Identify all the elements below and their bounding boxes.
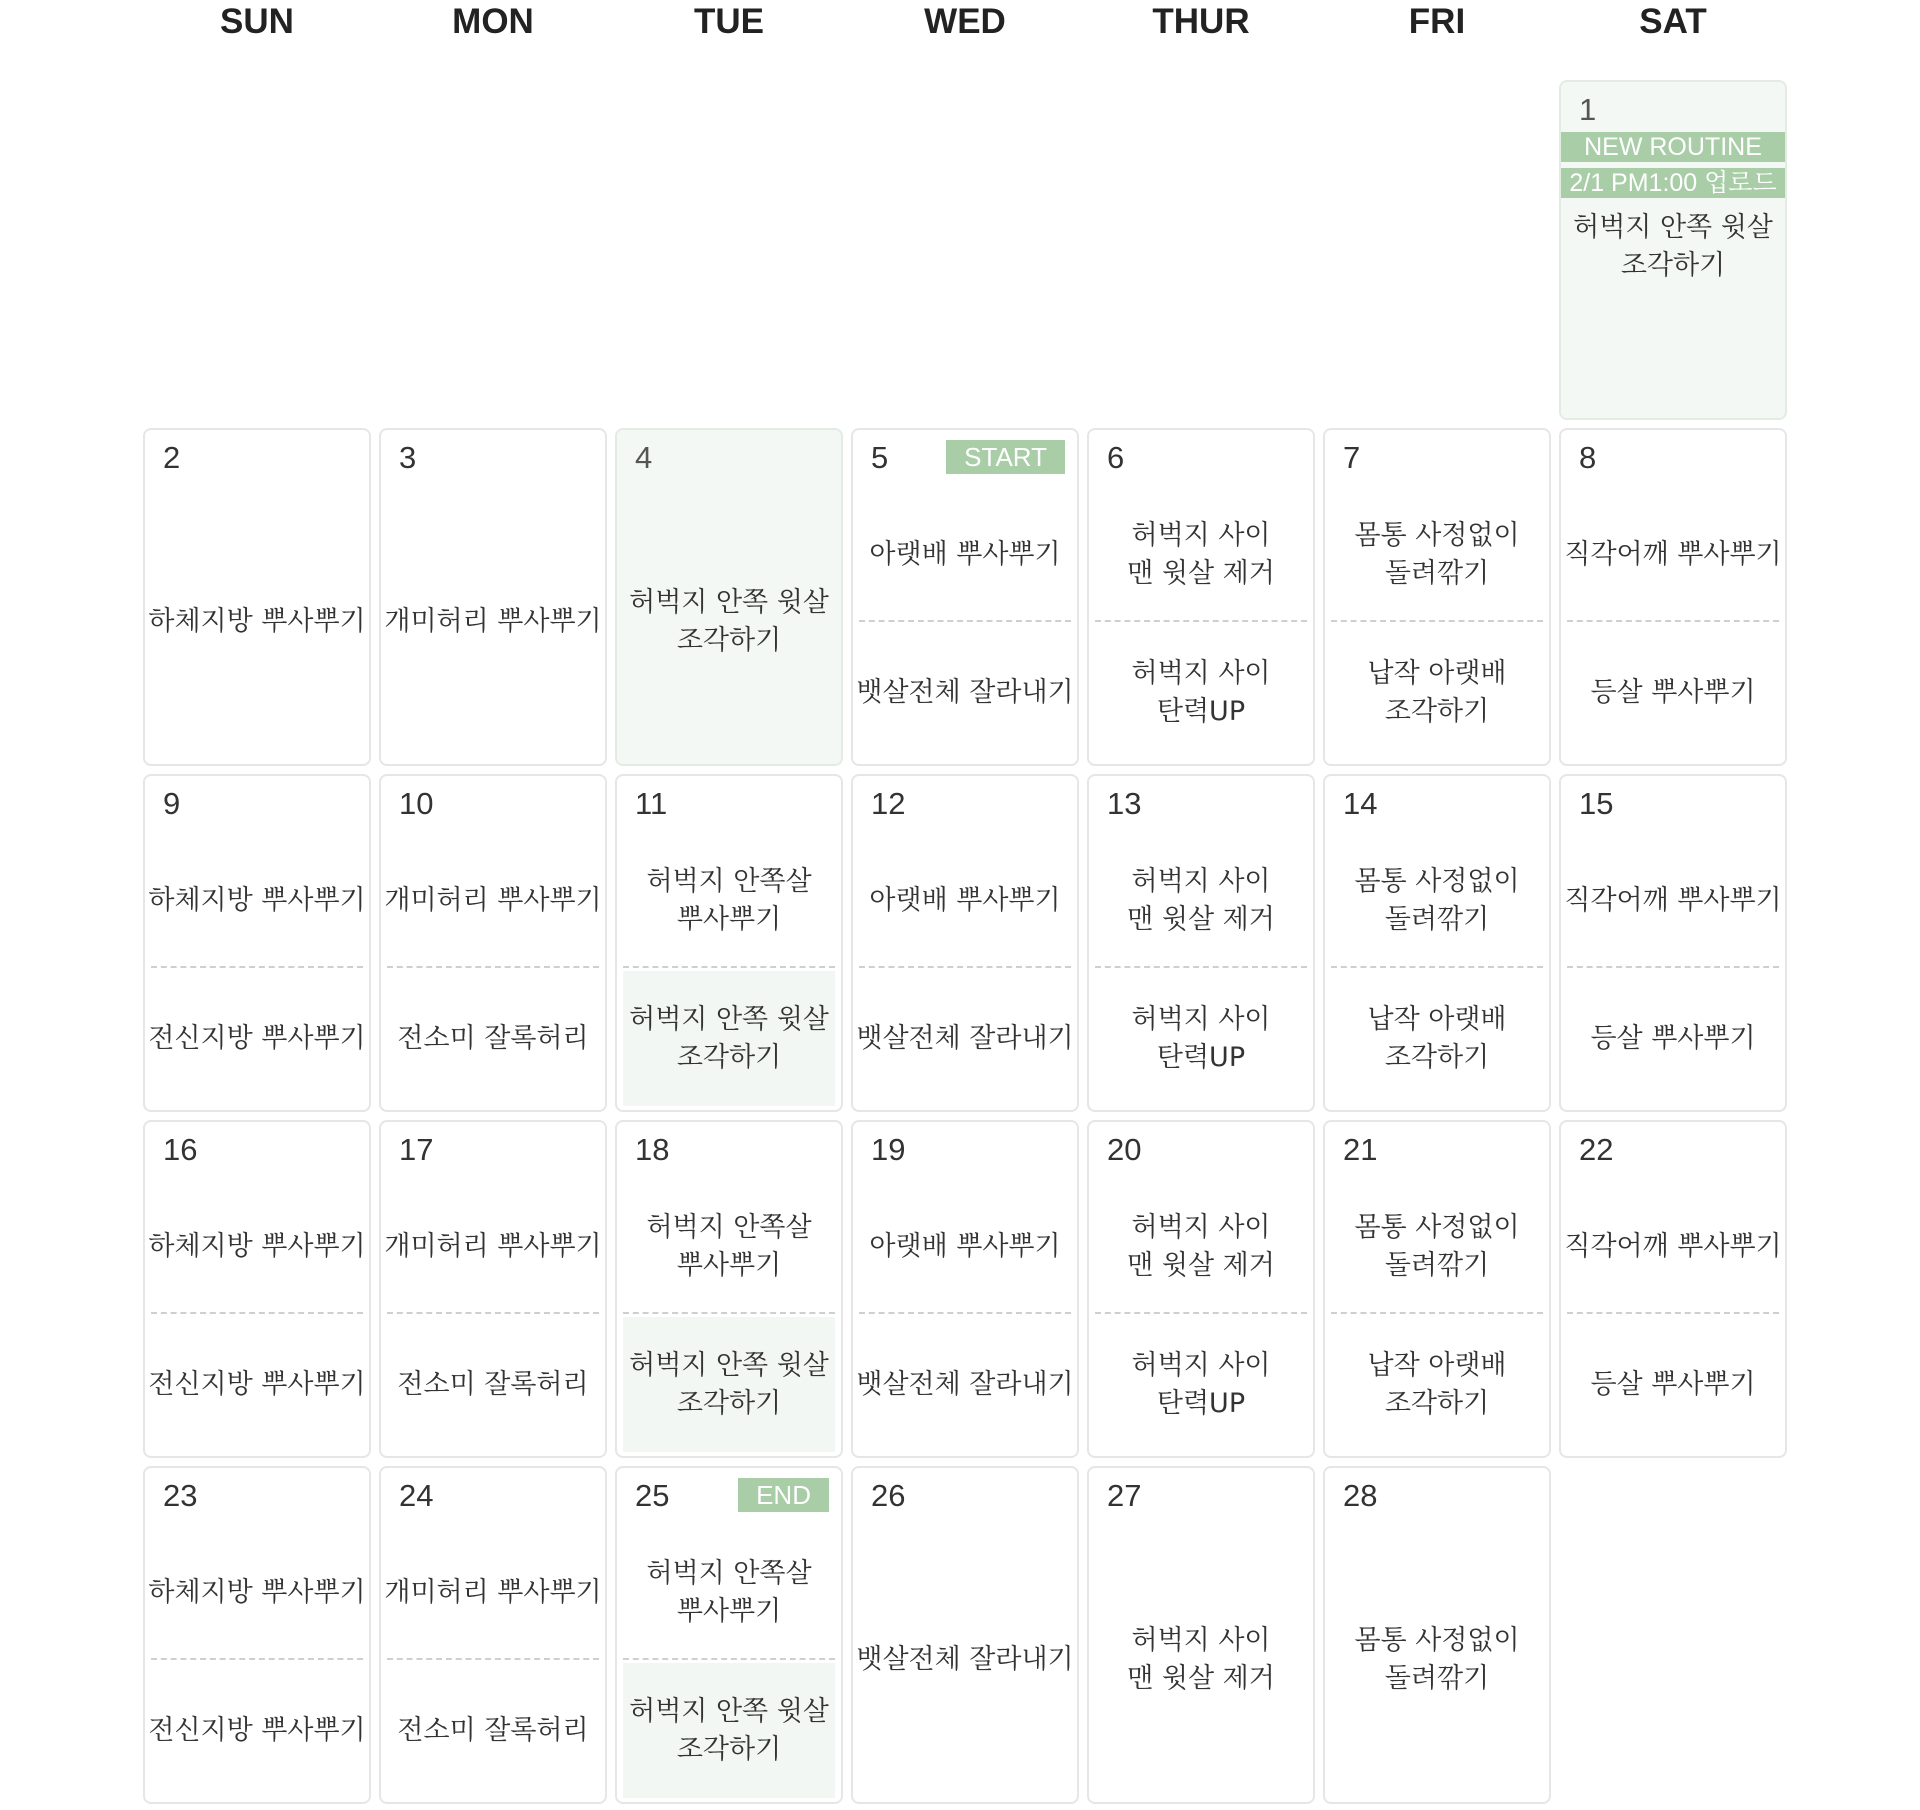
day-cell-15[interactable] [1559, 774, 1787, 1112]
day-number: 25 [635, 1478, 670, 1513]
activity-bottom: 전신지방 뿌사뿌기 [148, 1022, 366, 1054]
day-cell-11[interactable] [615, 774, 843, 1112]
activity-bottom: 전소미 잘록허리 [397, 1022, 589, 1054]
activity-label: 허벅지 안쪽 윗살 조각하기 [629, 587, 829, 656]
activity-top: 허벅지 사이 맨 윗살 제거 [1127, 520, 1275, 589]
day-number: 6 [1107, 440, 1125, 475]
activity-bottom: 등살 뿌사뿌기 [1590, 676, 1756, 708]
divider [1567, 620, 1779, 622]
day-cell-23[interactable] [143, 1466, 371, 1804]
day-number: 10 [399, 786, 434, 821]
divider [1331, 966, 1543, 968]
day-cell-18[interactable] [615, 1120, 843, 1458]
activity-top: 허벅지 사이 맨 윗살 제거 [1127, 1212, 1275, 1281]
divider [387, 1312, 599, 1314]
activity-label: 뱃살전체 잘라내기 [856, 1644, 1074, 1675]
weekday-fri: FRI [1408, 2, 1466, 41]
activity-bottom: 납작 아랫배 조각하기 [1367, 657, 1507, 727]
day-number: 3 [399, 440, 417, 475]
day-cell-9[interactable] [143, 774, 371, 1112]
day-cell-5[interactable] [851, 428, 1079, 766]
weekday-sun: SUN [220, 2, 294, 41]
day-cell-22[interactable] [1559, 1120, 1787, 1458]
activity-bottom: 등살 뿌사뿌기 [1590, 1368, 1756, 1400]
weekday-tue: TUE [694, 2, 764, 41]
day-number: 4 [635, 440, 653, 475]
activity-bottom: 전신지방 뿌사뿌기 [148, 1714, 366, 1746]
activity-label: 하체지방 뿌사뿌기 [148, 606, 366, 637]
divider [623, 1312, 835, 1314]
activity-top: 하체지방 뿌사뿌기 [148, 1231, 366, 1262]
activity-top: 직각어깨 뿌사뿌기 [1564, 539, 1782, 570]
activity-label: 허벅지 안쪽 윗살 조각하기 [1573, 212, 1773, 281]
divider [1095, 620, 1307, 622]
day-number: 5 [871, 440, 889, 475]
day-cell-24[interactable] [379, 1466, 607, 1804]
day-cell-13[interactable] [1087, 774, 1315, 1112]
day-cell-25[interactable] [615, 1466, 843, 1804]
activity-bottom: 등살 뿌사뿌기 [1590, 1022, 1756, 1054]
activity-label: 허벅지 사이 맨 윗살 제거 [1127, 1625, 1275, 1694]
day-cell-1[interactable] [1559, 80, 1787, 420]
divider [151, 966, 363, 968]
day-cell-26[interactable] [851, 1466, 1079, 1804]
activity-bottom: 허벅지 사이 탄력UP [1131, 1349, 1271, 1419]
day-cell-8[interactable] [1559, 428, 1787, 766]
end-badge: END [738, 1478, 829, 1512]
day-number: 24 [399, 1478, 434, 1513]
new-routine-banner: NEW ROUTINE [1561, 132, 1785, 162]
day-cell-12[interactable] [851, 774, 1079, 1112]
day-number: 21 [1343, 1132, 1378, 1167]
divider [151, 1312, 363, 1314]
day-number: 26 [871, 1478, 906, 1513]
divider [151, 1658, 363, 1660]
day-number: 18 [635, 1132, 670, 1167]
activity-top: 하체지방 뿌사뿌기 [148, 885, 366, 916]
day-number: 17 [399, 1132, 434, 1167]
activity-bottom: 허벅지 안쪽 윗살 조각하기 [623, 971, 835, 1106]
activity-bottom: 납작 아랫배 조각하기 [1367, 1003, 1507, 1073]
activity-bottom: 전소미 잘록허리 [397, 1714, 589, 1746]
weekday-mon: MON [452, 2, 534, 41]
activity-top: 몸통 사정없이 돌려깎기 [1354, 520, 1520, 589]
day-number: 22 [1579, 1132, 1614, 1167]
activity-bottom: 전소미 잘록허리 [397, 1368, 589, 1400]
day-cell-20[interactable] [1087, 1120, 1315, 1458]
day-number: 12 [871, 786, 906, 821]
activity-top: 허벅지 안쪽살 뿌사뿌기 [646, 866, 812, 935]
weekday-wed: WED [924, 2, 1006, 41]
day-cell-10[interactable] [379, 774, 607, 1112]
activity-bottom: 허벅지 안쪽 윗살 조각하기 [623, 1663, 835, 1798]
activity-top: 개미허리 뿌사뿌기 [384, 1231, 602, 1262]
day-number: 9 [163, 786, 181, 821]
day-number: 15 [1579, 786, 1614, 821]
day-cell-4[interactable] [615, 428, 843, 766]
activity-label: 개미허리 뿌사뿌기 [384, 606, 602, 637]
activity-top: 아랫배 뿌사뿌기 [869, 539, 1061, 570]
activity-top: 하체지방 뿌사뿌기 [148, 1577, 366, 1608]
day-cell-3[interactable] [379, 428, 607, 766]
divider [859, 966, 1071, 968]
day-cell-27[interactable] [1087, 1466, 1315, 1804]
weekday-thur: THUR [1152, 2, 1250, 41]
activity-top: 개미허리 뿌사뿌기 [384, 885, 602, 916]
day-number: 14 [1343, 786, 1378, 821]
day-cell-19[interactable] [851, 1120, 1079, 1458]
divider [1095, 966, 1307, 968]
divider [623, 966, 835, 968]
day-number: 16 [163, 1132, 198, 1167]
activity-bottom: 허벅지 사이 탄력UP [1131, 657, 1271, 727]
divider [1567, 1312, 1779, 1314]
divider [1331, 1312, 1543, 1314]
activity-top: 허벅지 사이 맨 윗살 제거 [1127, 866, 1275, 935]
activity-top: 허벅지 안쪽살 뿌사뿌기 [646, 1212, 812, 1281]
activity-bottom: 허벅지 안쪽 윗살 조각하기 [623, 1317, 835, 1452]
day-cell-7[interactable] [1323, 428, 1551, 766]
day-number: 13 [1107, 786, 1142, 821]
day-number: 2 [163, 440, 181, 475]
divider [387, 1658, 599, 1660]
divider [859, 620, 1071, 622]
activity-top: 직각어깨 뿌사뿌기 [1564, 885, 1782, 916]
day-number: 27 [1107, 1478, 1142, 1513]
day-cell-16[interactable] [143, 1120, 371, 1458]
activity-bottom: 뱃살전체 잘라내기 [856, 676, 1074, 708]
day-cell-2[interactable] [143, 428, 371, 766]
day-number: 28 [1343, 1478, 1378, 1513]
day-cell-21[interactable] [1323, 1120, 1551, 1458]
day-cell-28[interactable] [1323, 1466, 1551, 1804]
day-cell-14[interactable] [1323, 774, 1551, 1112]
day-number: 23 [163, 1478, 198, 1513]
divider [623, 1658, 835, 1660]
day-number: 11 [635, 786, 668, 821]
day-number: 8 [1579, 440, 1597, 475]
day-number: 19 [871, 1132, 906, 1167]
activity-bottom: 전신지방 뿌사뿌기 [148, 1368, 366, 1400]
activity-label: 몸통 사정없이 돌려깎기 [1354, 1625, 1520, 1694]
activity-bottom: 허벅지 사이 탄력UP [1131, 1003, 1271, 1073]
day-cell-17[interactable] [379, 1120, 607, 1458]
divider [859, 1312, 1071, 1314]
activity-bottom: 뱃살전체 잘라내기 [856, 1022, 1074, 1054]
activity-bottom: 납작 아랫배 조각하기 [1367, 1349, 1507, 1419]
upload-time-banner: 2/1 PM1:00 업로드 [1561, 168, 1785, 198]
weekday-sat: SAT [1639, 2, 1707, 41]
activity-top: 몸통 사정없이 돌려깎기 [1354, 1212, 1520, 1281]
activity-top: 직각어깨 뿌사뿌기 [1564, 1231, 1782, 1262]
divider [1331, 620, 1543, 622]
activity-top: 아랫배 뿌사뿌기 [869, 1231, 1061, 1262]
day-cell-6[interactable] [1087, 428, 1315, 766]
divider [1567, 966, 1779, 968]
day-number: 20 [1107, 1132, 1142, 1167]
activity-top: 아랫배 뿌사뿌기 [869, 885, 1061, 916]
divider [387, 966, 599, 968]
divider [1095, 1312, 1307, 1314]
activity-bottom: 뱃살전체 잘라내기 [856, 1368, 1074, 1400]
activity-top: 허벅지 안쪽살 뿌사뿌기 [646, 1558, 812, 1627]
day-number: 1 [1579, 92, 1597, 127]
activity-top: 개미허리 뿌사뿌기 [384, 1577, 602, 1608]
day-number: 7 [1343, 440, 1361, 475]
start-badge: START [946, 440, 1065, 474]
activity-top: 몸통 사정없이 돌려깎기 [1354, 866, 1520, 935]
